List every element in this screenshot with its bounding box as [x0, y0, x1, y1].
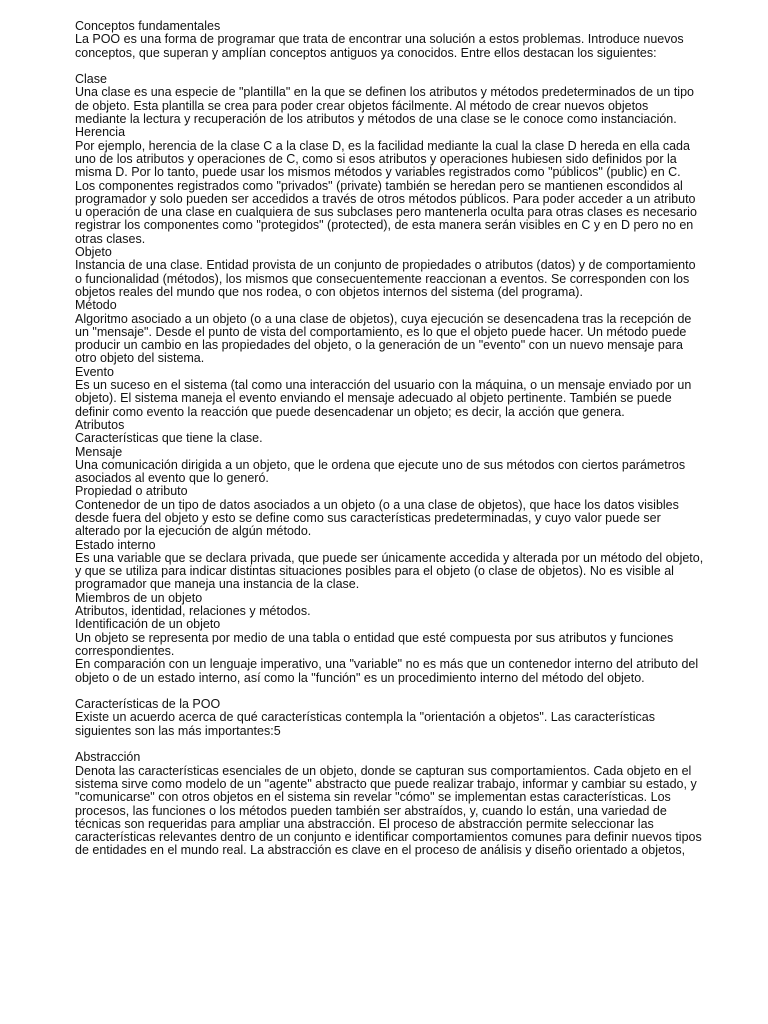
text-line: sistema sirve como modelo de un "agente" abstracto que puede realizar trabajo, informar y cambiar su estado, y — [75, 776, 697, 791]
text-line: de objeto. Esta plantilla se crea para poder crear objetos fácilmente. Al método de crear nuevos objetos — [75, 98, 649, 113]
text-line: Denota las características esenciales de un objeto, donde se capturan sus comportamientos. Cada objeto en el — [75, 763, 692, 778]
blank-line — [75, 738, 767, 751]
text-line: Identificación de un objeto — [75, 617, 221, 632]
text-line: procesos, las funciones o los métodos pueden también ser abstraídos, y, cuando lo están, una variedad de — [75, 803, 667, 818]
text-line: Un objeto se representa por medio de una tabla o entidad que esté compuesta por sus atributos y funciones — [75, 630, 674, 645]
text-line: Abstracción — [75, 750, 141, 765]
text-line: Características que tiene la clase. — [75, 431, 263, 446]
text-line: correspondientes. — [75, 643, 175, 658]
text-line: otro objeto del sistema. — [75, 351, 205, 366]
text-line: Método — [75, 298, 117, 313]
text-line: Una comunicación dirigida a un objeto, que le ordena que ejecute uno de sus métodos con ciertos parámetros — [75, 457, 686, 472]
text-line: "comunicarse" con otros objetos en el sistema sin revelar "cómo" se implementan estas características. Los — [75, 790, 671, 805]
text-line: registrar los componentes como "protegidos" (protected), de esta manera serán visibles en C y en D pero no en — [75, 218, 694, 233]
text-line: objeto o de un estado interno, así como la "función" es un procedimiento interno del método del objeto. — [75, 670, 645, 685]
text-line: conceptos, que superan y amplían conceptos antiguos ya conocidos. Entre ellos destacan los siguientes: — [75, 45, 657, 60]
text-line: Existe un acuerdo acerca de qué características contempla la "orientación a objetos". Las características — [75, 710, 656, 725]
text-line: mediante la lectura y recuperación de los atributos y métodos de una clase se le conoce como instanciación. — [75, 112, 677, 127]
text-line: o funcionalidad (métodos), los mismos que consecuentemente reaccionan a eventos. Se corresponden con los — [75, 271, 690, 286]
text-line: objeto). El sistema maneja el evento enviando el mensaje adecuado al objeto pertinente. También se puede — [75, 391, 672, 406]
text-line: un "mensaje". Desde el punto de vista del comportamiento, es lo que el objeto puede hacer. Un método puede — [75, 324, 687, 339]
text-line: La POO es una forma de programar que trata de encontrar una solución a estos problemas. Introduce nuevos — [75, 32, 684, 47]
text-line: y que se utiliza para indicar distintas situaciones posibles para el objeto (o clase de objetos). No es visible al — [75, 564, 674, 579]
text-line: Los componentes registrados como "privados" (private) también se heredan pero se mantienen escondidos al — [75, 178, 683, 193]
text-line: Clase — [75, 72, 107, 87]
text-line: programador y solo pueden ser accedidos a través de otros métodos públicos. Para poder acceder a un atributo — [75, 191, 696, 206]
text-line: asociados al evento que lo generó. — [75, 471, 269, 486]
text-line: definir como evento la reacción que puede desencadenar un objeto; es decir, la acción que genera. — [75, 404, 625, 419]
text-line: objetos reales del mundo que nos rodea, o con objetos internos del sistema (del programa). — [75, 284, 583, 299]
document-body — [75, 20, 767, 858]
text-line: producir un cambio en las propiedades del objeto, o la generación de un "evento" con un nuevo mensaje para — [75, 338, 683, 353]
text-line: siguientes son las más importantes:5 — [75, 723, 281, 738]
text-line: Por ejemplo, herencia de la clase C a la clase D, es la facilidad mediante la cual la clase D hereda en ella cada — [75, 138, 690, 153]
text-line: misma D. Por lo tanto, puede usar los mismos métodos y variables registrados como "públicos" (public) en C. — [75, 165, 681, 180]
text-line: Contenedor de un tipo de datos asociados a un objeto (o a una clase de objetos), que hace los datos visibles — [75, 497, 679, 512]
text-line: Es un suceso en el sistema (tal como una interacción del usuario con la máquina, o un mensaje enviado por un — [75, 378, 692, 393]
text-line: Objeto — [75, 245, 112, 260]
text-line: Es una variable que se declara privada, que puede ser únicamente accedida y alterada por un método del objeto, — [75, 550, 704, 565]
text-line: Herencia — [75, 125, 126, 140]
blank-line — [75, 685, 767, 698]
text-line: uno de los atributos y operaciones de C, como si esos atributos y operaciones hubiesen sido definidos por la — [75, 151, 677, 166]
text-line: Miembros de un objeto — [75, 590, 203, 605]
text-line: Características de la POO — [75, 697, 221, 712]
text-line: Atributos — [75, 417, 125, 432]
text-line: otras clases. — [75, 231, 146, 246]
text-line: Estado interno — [75, 537, 156, 552]
text-line: programador que maneja una instancia de la clase. — [75, 577, 360, 592]
text-line: Algoritmo asociado a un objeto (o a una clase de objetos), cuya ejecución se desencadena tras la recepción de — [75, 311, 692, 326]
text-line: Una clase es una especie de "plantilla" en la que se definen los atributos y métodos predeterminados de un tipo — [75, 85, 694, 100]
text-line: técnicas son requeridas para ampliar una abstracción. El proceso de abstracción permite seleccionar las — [75, 816, 654, 831]
text-line: alterado por la ejecución de algún método. — [75, 524, 312, 539]
text-line: u operación de una clase en cualquiera de sus subclases pero mantenerla oculta para otras clases es necesario — [75, 205, 697, 220]
text-line: Atributos, identidad, relaciones y métodos. — [75, 604, 311, 619]
text-line: Mensaje — [75, 444, 123, 459]
text-line: En comparación con un lenguaje imperativo, una "variable" no es más que un contenedor interno del atributo del — [75, 657, 699, 672]
text-line: Instancia de una clase. Entidad provista de un conjunto de propiedades o atributos (datos) y de comportamiento — [75, 258, 696, 273]
text-line: desde fuera del objeto y esto se define como sus características predeterminadas, y cuyo valor puede ser — [75, 510, 661, 525]
text-line: Propiedad o atributo — [75, 484, 188, 499]
blank-line — [75, 60, 767, 73]
text-line: Conceptos fundamentales — [75, 19, 221, 33]
text-line: Evento — [75, 364, 114, 379]
text-line: características relevantes dentro de un conjunto e identificar comportamientos comunes para definir nuevos tipos — [75, 830, 702, 845]
text-line: de entidades en el mundo real. La abstracción es clave en el proceso de análisis y diseño orientado a objetos, — [75, 843, 686, 858]
